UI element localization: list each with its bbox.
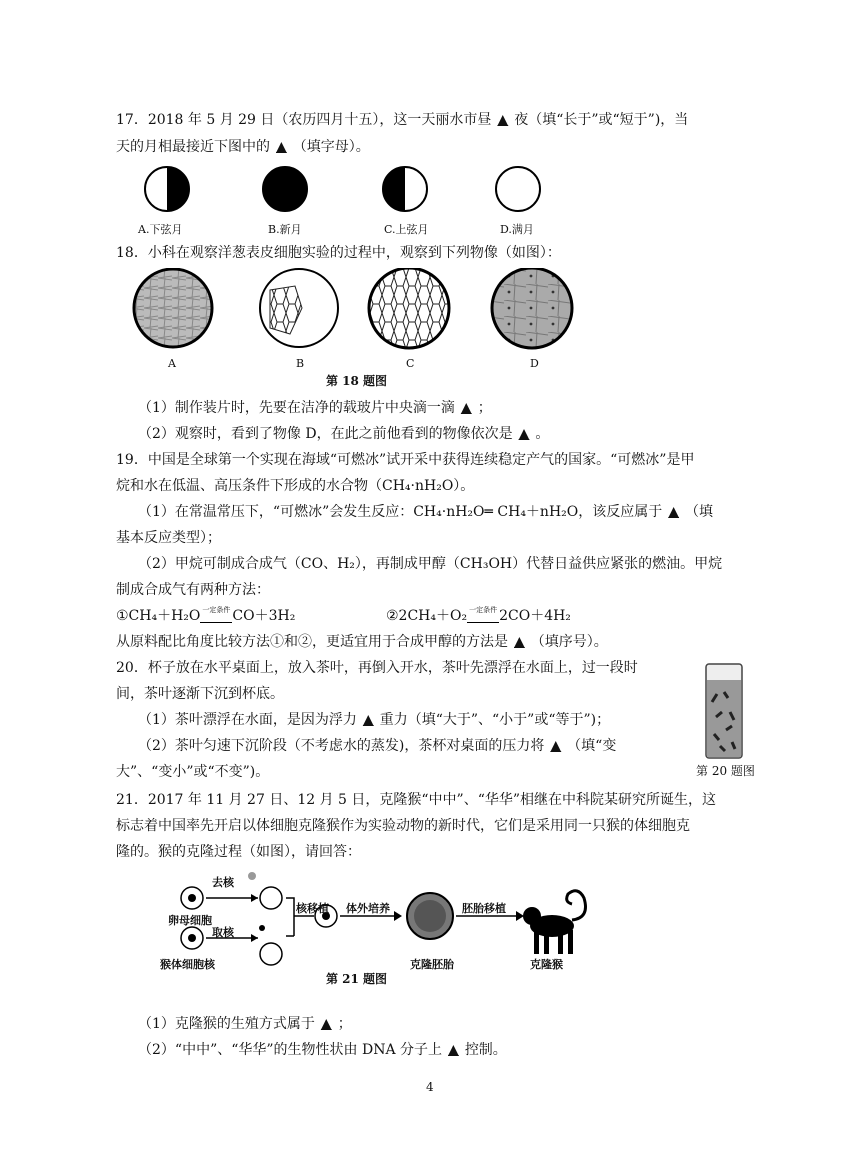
label-somatic-nucleus: 猴体细胞核 [160, 958, 215, 971]
q21-line3: 隆的。猴的克隆过程（如图），请回答： [116, 844, 361, 860]
answer-blank: ▲ [362, 712, 374, 728]
micro-view-a [134, 269, 212, 347]
label-embryo: 克隆胚胎 [410, 958, 454, 971]
micro-view-c [369, 268, 449, 348]
q21-line1: 21．2017 年 11 月 27 日、12 月 5 日，克隆猴“中中”、“华华”相继在中科院某研究所诞生，这 [116, 792, 717, 808]
q21-line2: 标志着中国率先开启以体细胞克隆猴作为实验动物的新时代，它们是采用同一只猴的体细胞克 [116, 818, 690, 834]
q20-line2: 间，茶叶逐渐下沉到杯底。 [116, 686, 284, 702]
q19-sub1-cont: 基本反应类型）； [116, 530, 221, 546]
answer-blank: ▲ [668, 504, 680, 520]
moon-label-c: C.上弦月 [384, 223, 429, 236]
micro-label-a: A [168, 357, 176, 370]
q21-caption: 第 21 题图 [326, 972, 388, 986]
micro-view-b [260, 269, 338, 347]
q20-line1: 20．杯子放在水平桌面上，放入茶叶，再倒入开水，茶叶先漂浮在水面上，过一段时 [116, 660, 638, 676]
micro-label-c: C [406, 357, 415, 370]
label-embryo-transfer: 胚胎移植 [462, 902, 506, 915]
label-culture: 体外培养 [346, 902, 390, 915]
micro-label-d: D [530, 357, 539, 370]
q21-sub2: （2）“中中”、“华华”的生物性状由 DNA 分子上 ▲ 控制。 [138, 1042, 507, 1058]
q19-sub2: （2）甲烷可制成合成气（CO、H₂），再制成甲醇（CH₃OH）代替日益供应紧张的燃油。甲烷 [138, 556, 723, 572]
micro-label-b: B [296, 357, 305, 370]
q20-sub1: （1）茶叶漂浮在水面，是因为浮力 ▲ 重力（填“大于”、“小于”或“等于”)； [138, 712, 611, 728]
q19-sub2-question: 从原料配比角度比较方法①和②，更适宜用于合成甲醇的方法是 ▲ （填序号）。 [116, 634, 608, 650]
q18-caption: 第 18 题图 [326, 374, 388, 388]
q19-equation-1: ①CH₄＋H₂O $^{一定条件}$ CO＋3H₂ [116, 606, 296, 624]
q19-sub1: （1）在常温常压下，“可燃冰”会发生反应：CH₄·nH₂O═ CH₄＋nH₂O，该反应属于 ▲ （填 [138, 504, 714, 520]
moon-new [263, 167, 307, 211]
tea-cup-figure [704, 662, 744, 760]
answer-blank: ▲ [448, 1042, 459, 1058]
answer-blank: ▲ [518, 426, 530, 442]
q21-sub1: （1）克隆猴的生殖方式属于 ▲ ； [138, 1016, 352, 1032]
moon-label-d: D.满月 [500, 223, 534, 236]
answer-blank: ▲ [320, 1016, 332, 1032]
q18-stem: 18．小科在观察洋葱表皮细胞实验的过程中，观察到下列物像（如图）： [116, 245, 561, 261]
moon-phases-figure [130, 162, 550, 242]
answer-blank: ▲ [550, 738, 562, 754]
answer-blank: ▲ [276, 139, 287, 155]
q19-equation-2: ②2CH₄＋O₂ $^{一定条件}$ 2CO＋4H₂ [386, 606, 571, 624]
moon-first-quarter [383, 167, 427, 211]
label-transfer: 核移植 [296, 902, 329, 915]
q17-line1: 17．2018 年 5 月 29 日（农历四月十五），这一天丽水市昼 ▲ 夜（填“长于”或“短于”)，当 [116, 112, 689, 128]
moon-label-a: A.下弦月 [138, 223, 183, 236]
label-remove-nucleus: 去核 [212, 876, 234, 889]
monkey-silhouette [523, 891, 586, 954]
q20-sub2-cont: 大”、“变小”或“不变”)。 [116, 764, 270, 780]
label-monkey: 克隆猴 [530, 958, 563, 971]
label-egg-cell: 卵母细胞 [168, 914, 212, 927]
label-take-nucleus: 取核 [212, 926, 234, 939]
q20-sub2: （2）茶叶匀速下沉阶段（不考虑水的蒸发)，茶杯对桌面的压力将 ▲ （填“变 [138, 738, 617, 754]
micro-view-d [492, 268, 572, 348]
answer-blank: ▲ [460, 400, 472, 416]
page-number: 4 [426, 1080, 434, 1094]
q17-line2: 天的月相最接近下图中的 ▲ （填字母）。 [116, 139, 370, 155]
q18-figure [130, 268, 590, 368]
moon-label-b: B.新月 [268, 223, 302, 236]
moon-full [496, 167, 540, 211]
moon-last-quarter [145, 167, 189, 211]
q19-sub2-cont: 制成合成气有两种方法： [116, 582, 270, 598]
q18-sub2: （2）观察时，看到了物像 D，在此之前他看到的物像依次是 ▲ 。 [138, 426, 550, 442]
q19-line1: 19．中国是全球第一个实现在海域“可燃冰”试开采中获得连续稳定产气的国家。“可燃冰”是甲 [116, 452, 695, 468]
q18-sub1: （1）制作装片时，先要在洁净的载玻片中央滴一滴 ▲ ； [138, 400, 492, 416]
q19-line2: 烷和水在低温、高压条件下形成的水合物（CH₄·nH₂O）。 [116, 478, 475, 494]
q20-caption: 第 20 题图 [696, 764, 755, 778]
answer-blank: ▲ [514, 634, 525, 650]
answer-blank: ▲ [497, 112, 509, 128]
